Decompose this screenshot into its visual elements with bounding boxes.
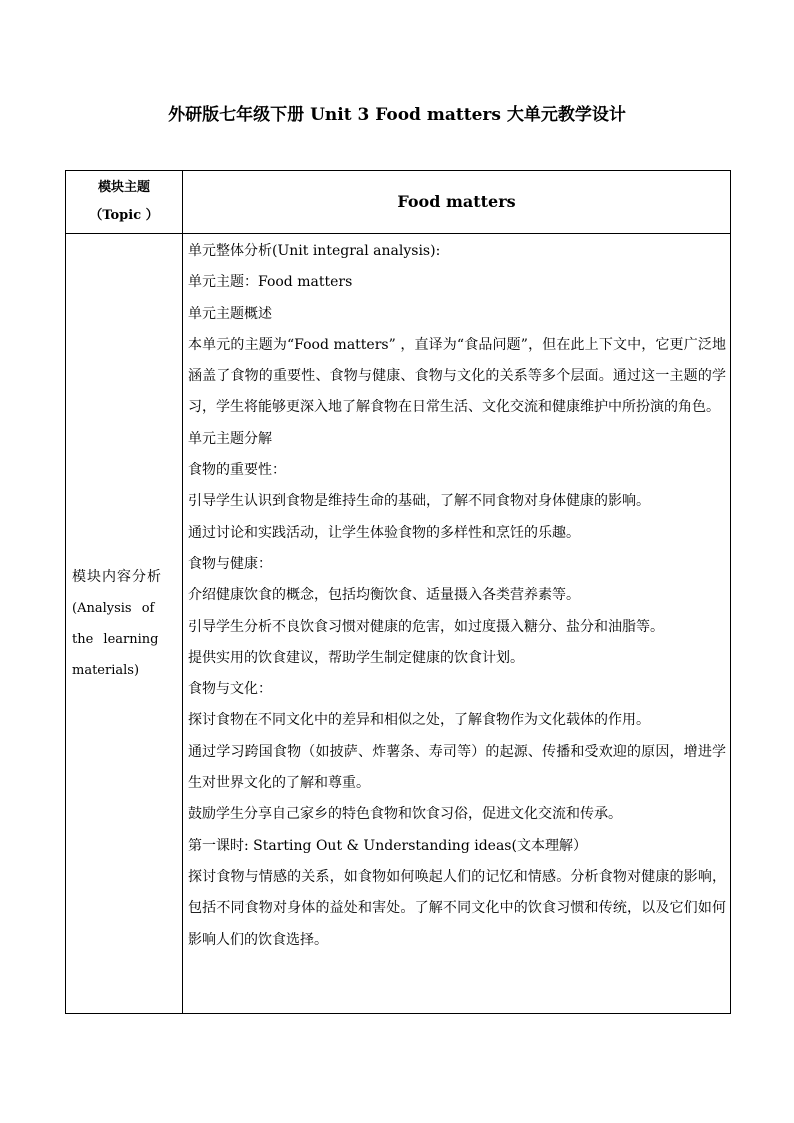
paragraph: 引导学生认识到食物是维持生命的基础，了解不同食物对身体健康的影响。 [188, 493, 650, 510]
paragraph: 介绍健康饮食的概念，包括均衡饮食、适量摄入各类营养素等。 [188, 587, 580, 604]
paragraph: 单元主题概述 [188, 305, 272, 322]
topic-label-cn: 模块主题 [97, 180, 150, 195]
paragraph: 通过讨论和实践活动，让学生体验食物的多样性和烹饪的乐趣。 [188, 524, 580, 541]
topic-label-en: （Topic ） [89, 208, 159, 223]
paragraph: 单元整体分析(Unit integral analysis): [188, 243, 441, 259]
topic-label-cell [66, 171, 183, 234]
analysis-label-cell [66, 234, 183, 1014]
paragraph: 鼓励学生分享自己家乡的特色食物和饮食习俗，促进文化交流和传承。 [188, 806, 622, 823]
paragraph: 提供实用的饮食建议，帮助学生制定健康的饮食计划。 [188, 649, 524, 666]
paragraph: 食物的重要性： [188, 462, 286, 479]
paragraph: 探讨食物在不同文化中的差异和相似之处，了解食物作为文化载体的作用。 [188, 712, 650, 729]
paragraph: 单元主题：Food matters [188, 274, 353, 291]
table-header-row [66, 171, 731, 234]
analysis-label-cn: 模块内容分析 [72, 568, 162, 585]
paragraph: 本单元的主题为“Food matters” ，直译为“食品问题”，但在此上下文中，它更广泛地涵盖了食物的重要性、食物与健康、食物与文化的关系等多个层面。通过这一主题的学习，学生将能够更深入地了解食物在日常生活、文化交流和健康维护中所扮演的角色。 [188, 336, 726, 416]
topic-value-cell [183, 171, 731, 234]
paragraph: 食物与文化： [188, 681, 272, 698]
paragraph: 引导学生分析不良饮食习惯对健康的危害，如过度摄入糖分、盐分和油脂等。 [188, 618, 664, 635]
analysis-content [183, 234, 730, 956]
paragraph: 单元主题分解 [188, 430, 272, 447]
paragraph: 食物与健康： [188, 555, 272, 572]
analysis-label-en: (Analysis of the learning materials) [72, 600, 159, 678]
table-row [66, 234, 731, 1014]
lesson-design-table [65, 170, 731, 1014]
analysis-content-cell [183, 234, 731, 1014]
document-title: 外研版七年级下册 Unit 3 Food matters 大单元教学设计 [168, 105, 626, 125]
paragraph: 通过学习跨国食物（如披萨、炸薯条、寿司等）的起源、传播和受欢迎的原因，增进学生对世界文化的了解和尊重。 [188, 743, 726, 792]
paragraph: 探讨食物与情感的关系，如食物如何唤起人们的记忆和情感。分析食物对健康的影响，包括不同食物对身体的益处和害处。了解不同文化中的饮食习惯和传统，以及它们如何影响人们的饮食选择。 [188, 868, 726, 948]
topic-value: Food matters [397, 192, 516, 211]
paragraph: 第一课时: Starting Out & Understanding ideas(文本理解） [188, 837, 587, 854]
